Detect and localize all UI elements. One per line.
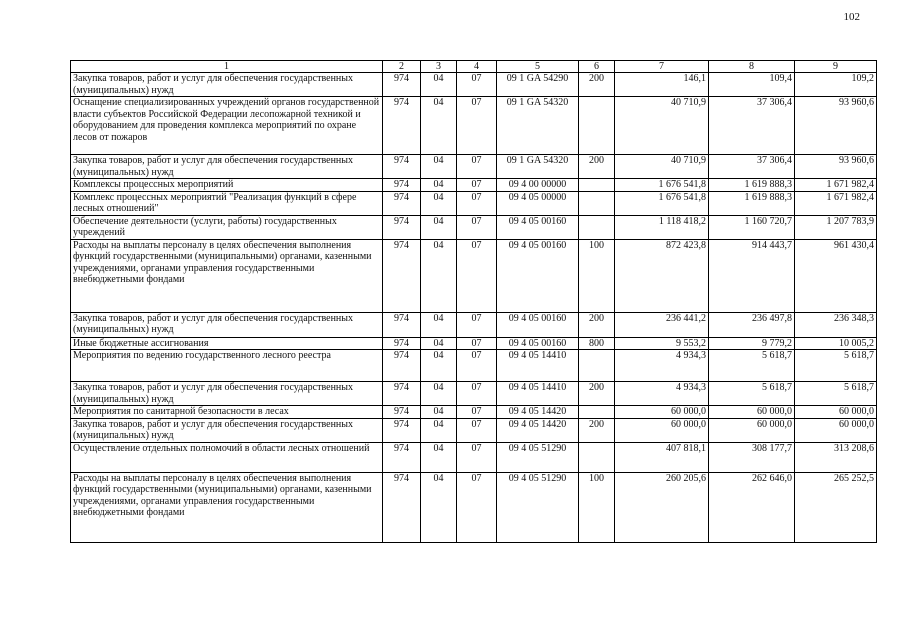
subsection-code: 07	[457, 350, 497, 382]
section-code: 04	[421, 312, 457, 337]
amount-col-7: 40 710,9	[615, 97, 709, 155]
admin-code: 974	[383, 337, 421, 350]
amount-col-9: 313 208,6	[795, 442, 877, 472]
admin-code: 974	[383, 155, 421, 179]
table-header-row	[71, 61, 877, 73]
amount-col-7: 9 553,2	[615, 337, 709, 350]
target-article: 09 4 05 51290	[497, 472, 579, 542]
expense-type	[579, 215, 615, 239]
admin-code: 974	[383, 97, 421, 155]
subsection-code: 07	[457, 191, 497, 215]
amount-col-8: 1 619 888,3	[709, 191, 795, 215]
amount-col-7: 1 118 418,2	[615, 215, 709, 239]
section-code: 04	[421, 418, 457, 442]
column-header: 6	[579, 61, 615, 73]
admin-code: 974	[383, 382, 421, 406]
subsection-code: 07	[457, 179, 497, 192]
target-article: 09 1 GA 54320	[497, 97, 579, 155]
table-row	[71, 382, 877, 406]
expense-type: 800	[579, 337, 615, 350]
target-article: 09 4 05 14410	[497, 350, 579, 382]
amount-col-7: 872 423,8	[615, 239, 709, 312]
column-header: 5	[497, 61, 579, 73]
amount-col-9: 961 430,4	[795, 239, 877, 312]
expense-type	[579, 442, 615, 472]
amount-col-7: 40 710,9	[615, 155, 709, 179]
expense-type	[579, 350, 615, 382]
column-header: 9	[795, 61, 877, 73]
amount-col-7: 236 441,2	[615, 312, 709, 337]
amount-col-8: 60 000,0	[709, 406, 795, 419]
amount-col-9: 5 618,7	[795, 350, 877, 382]
row-name: Оснащение специализированных учреждений органов государственной власти субъектов Российской Федерации лесопожарной техникой и оборудованием для проведения комплекса мероприятий по охране лесов от пожаров	[71, 97, 383, 155]
target-article: 09 1 GA 54290	[497, 73, 579, 97]
subsection-code: 07	[457, 418, 497, 442]
target-article: 09 4 05 00160	[497, 337, 579, 350]
amount-col-8: 236 497,8	[709, 312, 795, 337]
row-name: Мероприятия по санитарной безопасности в лесах	[71, 406, 383, 419]
amount-col-8: 1 619 888,3	[709, 179, 795, 192]
subsection-code: 07	[457, 312, 497, 337]
column-header: 3	[421, 61, 457, 73]
admin-code: 974	[383, 239, 421, 312]
target-article: 09 4 00 00000	[497, 179, 579, 192]
admin-code: 974	[383, 73, 421, 97]
section-code: 04	[421, 406, 457, 419]
section-code: 04	[421, 97, 457, 155]
amount-col-8: 5 618,7	[709, 350, 795, 382]
admin-code: 974	[383, 350, 421, 382]
table-body	[71, 73, 877, 543]
amount-col-9: 1 671 982,4	[795, 191, 877, 215]
admin-code: 974	[383, 418, 421, 442]
target-article: 09 4 05 00000	[497, 191, 579, 215]
section-code: 04	[421, 239, 457, 312]
amount-col-7: 60 000,0	[615, 418, 709, 442]
section-code: 04	[421, 337, 457, 350]
amount-col-7: 4 934,3	[615, 382, 709, 406]
section-code: 04	[421, 472, 457, 542]
row-name: Закупка товаров, работ и услуг для обеспечения государственных (муниципальных) нужд	[71, 312, 383, 337]
amount-col-8: 262 646,0	[709, 472, 795, 542]
row-name: Закупка товаров, работ и услуг для обеспечения государственных (муниципальных) нужд	[71, 382, 383, 406]
subsection-code: 07	[457, 442, 497, 472]
subsection-code: 07	[457, 337, 497, 350]
expense-type	[579, 191, 615, 215]
target-article: 09 4 05 51290	[497, 442, 579, 472]
amount-col-7: 1 676 541,8	[615, 191, 709, 215]
amount-col-9: 60 000,0	[795, 418, 877, 442]
amount-col-8: 37 306,4	[709, 155, 795, 179]
subsection-code: 07	[457, 472, 497, 542]
subsection-code: 07	[457, 239, 497, 312]
amount-col-9: 1 671 982,4	[795, 179, 877, 192]
page-number: 102	[843, 11, 860, 23]
column-header: 8	[709, 61, 795, 73]
section-code: 04	[421, 382, 457, 406]
row-name: Комплексы процессных мероприятий	[71, 179, 383, 192]
admin-code: 974	[383, 472, 421, 542]
amount-col-9: 10 005,2	[795, 337, 877, 350]
column-header: 2	[383, 61, 421, 73]
admin-code: 974	[383, 312, 421, 337]
expense-type: 100	[579, 472, 615, 542]
row-name: Закупка товаров, работ и услуг для обеспечения государственных (муниципальных) нужд	[71, 73, 383, 97]
target-article: 09 1 GA 54320	[497, 155, 579, 179]
subsection-code: 07	[457, 97, 497, 155]
expense-type: 100	[579, 239, 615, 312]
amount-col-8: 9 779,2	[709, 337, 795, 350]
amount-col-7: 4 934,3	[615, 350, 709, 382]
row-name: Закупка товаров, работ и услуг для обеспечения государственных (муниципальных) нужд	[71, 155, 383, 179]
section-code: 04	[421, 350, 457, 382]
subsection-code: 07	[457, 382, 497, 406]
table-row	[71, 97, 877, 155]
table-row	[71, 179, 877, 192]
amount-col-8: 308 177,7	[709, 442, 795, 472]
expense-type	[579, 97, 615, 155]
subsection-code: 07	[457, 73, 497, 97]
amount-col-9: 93 960,6	[795, 155, 877, 179]
amount-col-8: 5 618,7	[709, 382, 795, 406]
target-article: 09 4 05 14410	[497, 382, 579, 406]
amount-col-9: 265 252,5	[795, 472, 877, 542]
expense-type	[579, 406, 615, 419]
admin-code: 974	[383, 406, 421, 419]
column-header: 7	[615, 61, 709, 73]
subsection-code: 07	[457, 155, 497, 179]
row-name: Мероприятия по ведению государственного лесного реестра	[71, 350, 383, 382]
table-row	[71, 406, 877, 419]
expense-type	[579, 179, 615, 192]
section-code: 04	[421, 155, 457, 179]
amount-col-7: 60 000,0	[615, 406, 709, 419]
section-code: 04	[421, 179, 457, 192]
amount-col-8: 37 306,4	[709, 97, 795, 155]
expense-type: 200	[579, 312, 615, 337]
admin-code: 974	[383, 191, 421, 215]
amount-col-9: 236 348,3	[795, 312, 877, 337]
expense-type: 200	[579, 73, 615, 97]
table-row	[71, 215, 877, 239]
row-name: Осуществление отдельных полномочий в области лесных отношений	[71, 442, 383, 472]
budget-table	[70, 60, 877, 543]
amount-col-9: 60 000,0	[795, 406, 877, 419]
row-name: Расходы на выплаты персоналу в целях обеспечения выполнения функций государственными (муниципальными) органами, казенными учреждениями, органами управления государственными внебюджетными фондами	[71, 472, 383, 542]
amount-col-7: 260 205,6	[615, 472, 709, 542]
amount-col-7: 1 676 541,8	[615, 179, 709, 192]
subsection-code: 07	[457, 215, 497, 239]
section-code: 04	[421, 73, 457, 97]
table-row	[71, 191, 877, 215]
column-header: 1	[71, 61, 383, 73]
row-name: Расходы на выплаты персоналу в целях обеспечения выполнения функций государственными (муниципальными) органами, казенными учреждениями, органами управления государственными внебюджетными фондами	[71, 239, 383, 312]
amount-col-9: 1 207 783,9	[795, 215, 877, 239]
table-row	[71, 239, 877, 312]
table-row	[71, 73, 877, 97]
table-row	[71, 418, 877, 442]
target-article: 09 4 05 00160	[497, 215, 579, 239]
column-header: 4	[457, 61, 497, 73]
expense-type: 200	[579, 382, 615, 406]
amount-col-8: 1 160 720,7	[709, 215, 795, 239]
amount-col-8: 60 000,0	[709, 418, 795, 442]
table-row	[71, 472, 877, 542]
amount-col-9: 93 960,6	[795, 97, 877, 155]
table-row	[71, 312, 877, 337]
target-article: 09 4 05 14420	[497, 418, 579, 442]
table-row	[71, 337, 877, 350]
admin-code: 974	[383, 179, 421, 192]
expense-type: 200	[579, 155, 615, 179]
row-name: Обеспечение деятельности (услуги, работы) государственных учреждений	[71, 215, 383, 239]
section-code: 04	[421, 191, 457, 215]
section-code: 04	[421, 215, 457, 239]
amount-col-7: 407 818,1	[615, 442, 709, 472]
amount-col-9: 5 618,7	[795, 382, 877, 406]
amount-col-9: 109,2	[795, 73, 877, 97]
target-article: 09 4 05 14420	[497, 406, 579, 419]
table-row	[71, 350, 877, 382]
amount-col-8: 109,4	[709, 73, 795, 97]
target-article: 09 4 05 00160	[497, 312, 579, 337]
row-name: Комплекс процессных мероприятий "Реализация функций в сфере лесных отношений"	[71, 191, 383, 215]
admin-code: 974	[383, 442, 421, 472]
row-name: Иные бюджетные ассигнования	[71, 337, 383, 350]
admin-code: 974	[383, 215, 421, 239]
subsection-code: 07	[457, 406, 497, 419]
target-article: 09 4 05 00160	[497, 239, 579, 312]
table-row	[71, 442, 877, 472]
amount-col-8: 914 443,7	[709, 239, 795, 312]
table-row	[71, 155, 877, 179]
row-name: Закупка товаров, работ и услуг для обеспечения государственных (муниципальных) нужд	[71, 418, 383, 442]
section-code: 04	[421, 442, 457, 472]
expense-type: 200	[579, 418, 615, 442]
amount-col-7: 146,1	[615, 73, 709, 97]
